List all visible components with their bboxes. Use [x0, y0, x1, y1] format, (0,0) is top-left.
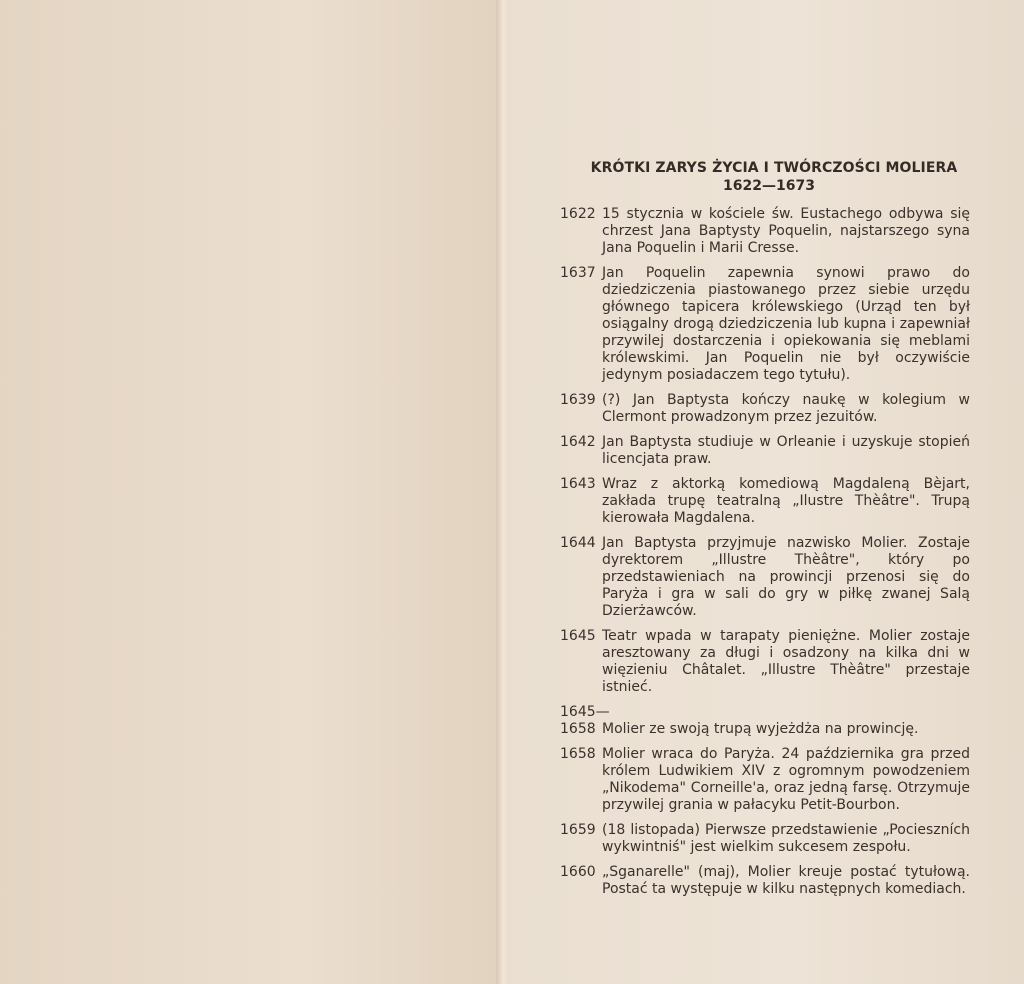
timeline-entry: [560, 265, 970, 384]
timeline-entry: [560, 628, 970, 696]
timeline-entry: [560, 206, 970, 257]
entry-text: (?) Jan Baptysta kończy naukę w kolegium w Clermont prowadzonym przez jezuitów.: [602, 392, 970, 425]
life-years: 1622—1673: [723, 178, 815, 194]
entry-year: 1643: [560, 476, 596, 492]
entry-text: Jan Baptysta przyjmuje nazwisko Molier. Zostaje dyrektorem „Illustre Thèâtre", który po przedstawieniach na prowincji przenosi się do Paryża i gra w sali do gry w piłkę zwanej Salą Dzierżawców.: [602, 535, 970, 619]
entry-year: 1639: [560, 392, 596, 408]
timeline-entry: [560, 864, 970, 898]
entry-year-end: 1658: [560, 721, 596, 737]
timeline-entry: [560, 746, 970, 814]
timeline-entry: [560, 392, 970, 426]
entry-year: 1660: [560, 864, 596, 880]
entry-text: Molier wraca do Paryża. 24 października gra przed królem Ludwikiem XIV z ogromnym powodzeniem „Nikodema" Corneille'a, oraz jedną farsę. Otrzymuje przywilej grania w pałacyku Petit-Bourbon.: [602, 746, 970, 813]
entry-year: 1659: [560, 822, 596, 838]
entry-text: Jan Poquelin zapewnia synowi prawo do dziedziczenia piastowanego przez siebie urzędu głównego tapicera królewskiego (Urząd ten był osiągalny drogą dziedziczenia lub kupna i zapewniał przywilej dostarczenia i opiekowania się meblami królewskimi. Jan Poquelin nie był oczywiście jedynym posiadaczem tego tytułu).: [602, 265, 970, 383]
timeline-entry-range: [560, 704, 970, 738]
entry-year: 1637: [560, 265, 596, 281]
entry-year: 1644: [560, 535, 596, 551]
timeline-entry: [560, 476, 970, 527]
entry-text: Jan Baptysta studiuje w Orleanie i uzyskuje stopień licencjata praw.: [602, 434, 970, 467]
timeline-entry: [560, 434, 970, 468]
entry-year: 1645: [560, 628, 596, 644]
entry-year: 1642: [560, 434, 596, 450]
timeline-entry: [560, 535, 970, 620]
entry-text: (18 listopada) Pierwsze przedstawienie „Pocieszních wykwintniś" jest wielkim sukcesem zespołu.: [602, 822, 970, 855]
entry-text: Molier ze swoją trupą wyjeżdża na prowincję.: [602, 721, 919, 737]
entry-text: Wraz z aktorką komediową Magdaleną Bèjart, zakłada trupę teatralną „Ilustre Thèâtre". Trupą kierowała Magdalena.: [602, 476, 970, 526]
entry-text: 15 stycznia w kościele św. Eustachego odbywa się chrzest Jana Baptysty Poquelin, najstarszego syna Jana Poquelin i Marii Cresse.: [602, 206, 970, 256]
left-page: [0, 0, 500, 984]
entry-year: 1658: [560, 746, 596, 762]
chronology-text: [560, 160, 970, 906]
entry-year: 1622: [560, 206, 596, 222]
timeline-entry: [560, 822, 970, 856]
entry-text: Teatr wpada w tarapaty pieniężne. Molier zostaje aresztowany za długi i osadzony na kilka dni w więzieniu Châtalet. „Illustre Thèâtre" przestaje istnieć.: [602, 628, 970, 695]
entry-text: „Sganarelle" (maj), Molier kreuje postać tytułową. Postać ta występuje w kilku następnych komediach.: [602, 864, 970, 897]
entry-year-start: 1645—: [560, 704, 610, 720]
page-title: KRÓTKI ZARYS ŻYCIA I TWÓRCZOŚCI MOLIERA: [590, 160, 958, 176]
